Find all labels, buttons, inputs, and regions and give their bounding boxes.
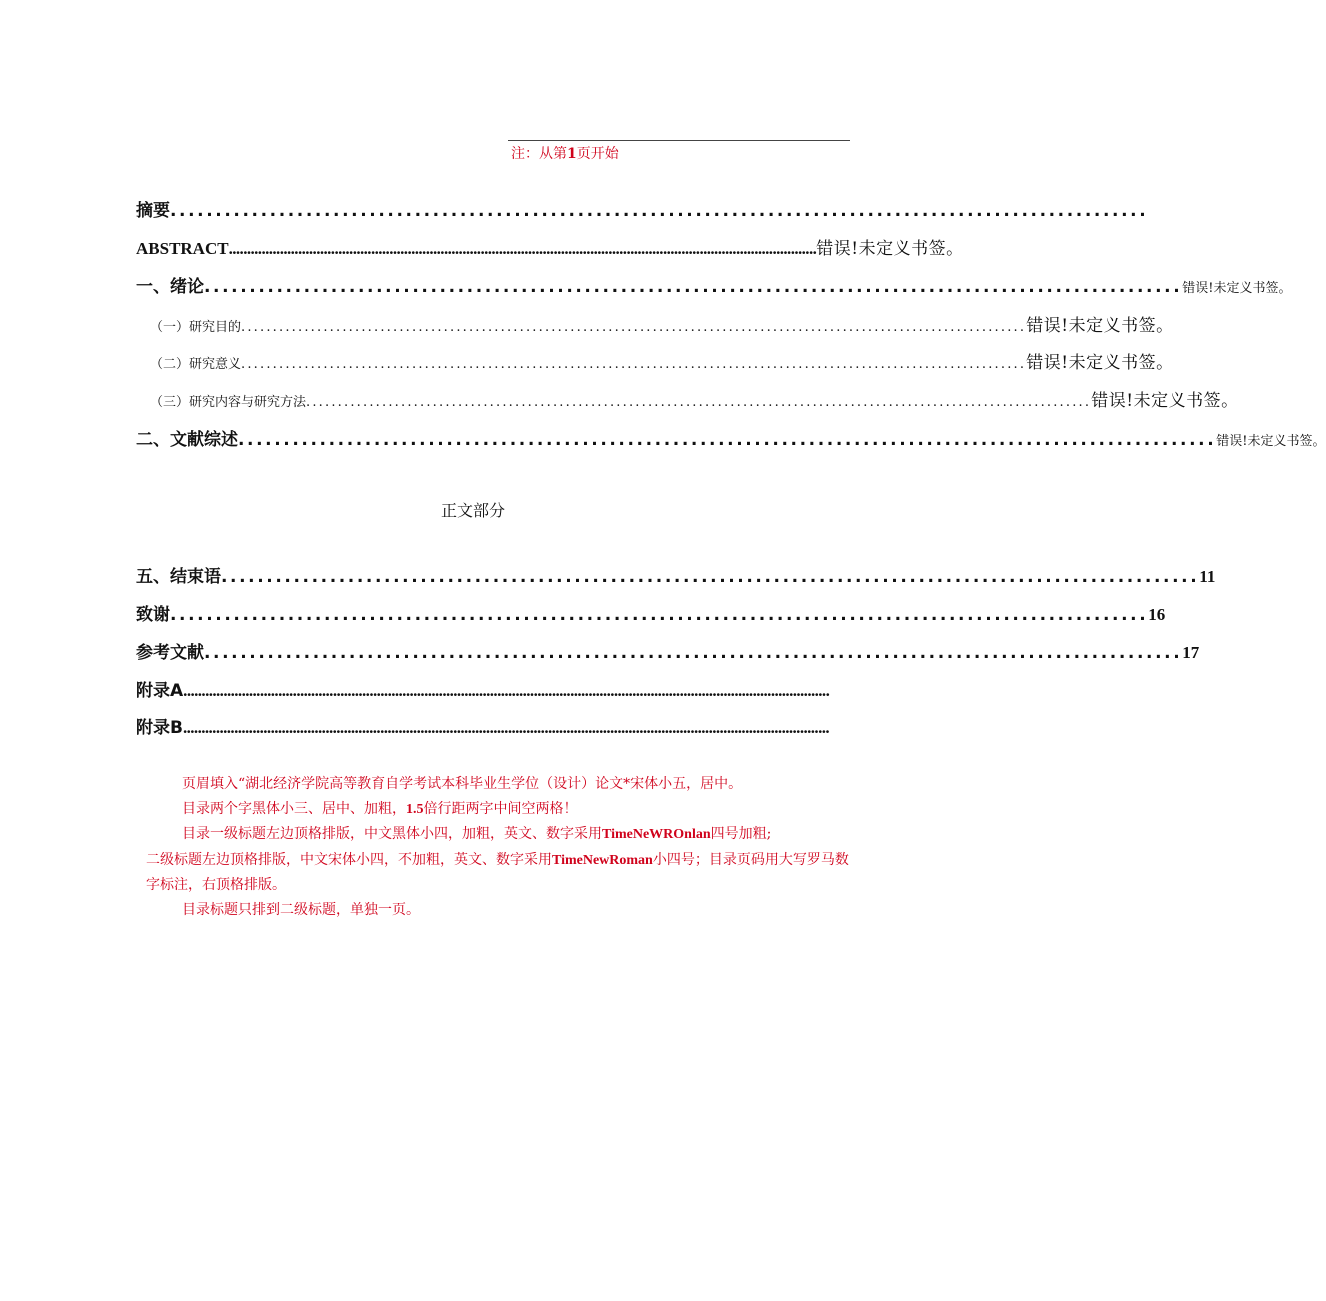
toc-entry-introduction[interactable]: 一、绪论 ............................................................................................................ 错误!未定义书签。 [136, 277, 1292, 297]
note-level1-format: 目录一级标题左边顶格排版，中文黑体小四，加粗，英文、数字采用TimeNeWROnlan四号加粗; [182, 826, 772, 842]
leader-dots: ............................................................................................................ [170, 605, 1149, 625]
body-section-label: 正文部分 [440, 501, 505, 520]
leader-dots: ............................................................................................................ [204, 643, 1183, 663]
leader-dots: ............................................................................................................................ [241, 320, 1027, 335]
leader-dots: ............................................................................................................ [238, 430, 1217, 450]
note-header: 页眉填入“湖北经济学院高等教育自学考试本科毕业生学位（设计）论文*宋体小五，居中。 [182, 776, 743, 792]
toc-entry-appendix-b[interactable]: 附录B ................................................................................................................................................................................. [136, 718, 830, 738]
leader-dots: ................................................................................................................................................................. [228, 239, 817, 258]
leader-dots: ................................................................................................................................................................................. [182, 718, 830, 737]
toc-entry-research-significance[interactable]: （二）研究意义 ............................................................................................................................ 错误!未定义书签。 [150, 353, 1174, 373]
formatting-notes [146, 772, 852, 922]
leader-dots: ............................................................................................................................ [241, 357, 1027, 372]
toc-entry-conclusion[interactable]: 五、结束语 ............................................................................................................ 11 [136, 567, 1216, 587]
note-level2-format: 二级标题左边顶格排版，中文宋体小四，不加粗，英文、数字采用TimeNewRoman小四号；目录页码用大写罗马数字标注，右顶格排版。 [146, 851, 849, 893]
note-title-format: 目录两个字黑体小三、居中、加粗，1.5倍行距两字中间空两格！ [182, 800, 578, 817]
toc-entry-research-content-methods[interactable]: （三）研究内容与研究方法 ............................................................................................................................ 错误!未定义书签。 [150, 391, 1239, 411]
toc-entry-literature-review[interactable]: 二、文献综述 ............................................................................................................ 错误!未定义书签。 [136, 430, 1326, 450]
note-depth: 目录标题只排到二级标题，单独一页。 [182, 901, 420, 918]
header-rule [508, 140, 850, 141]
leader-dots: ............................................................................................................ [170, 201, 1149, 221]
toc-entry-research-purpose[interactable]: （一）研究目的 ............................................................................................................................ 错误!未定义书签。 [150, 316, 1174, 336]
leader-dots: ............................................................................................................ [204, 277, 1183, 297]
toc-entry-acknowledgements[interactable]: 致谢 ............................................................................................................ 16 [136, 605, 1166, 625]
leader-dots: ............................................................................................................ [221, 567, 1200, 587]
toc-entry-abstract-cn[interactable]: 摘要 ............................................................................................................ [136, 201, 1149, 221]
toc-entry-references[interactable]: 参考文献 ............................................................................................................ 17 [136, 643, 1200, 663]
leader-dots: ............................................................................................................................ [306, 395, 1092, 410]
leader-dots: ................................................................................................................................................................................. [183, 681, 830, 700]
toc-entry-appendix-a[interactable]: 附录A ................................................................................................................................................................................. [136, 681, 830, 701]
page-start-note: 注：从第1页开始 [511, 146, 619, 162]
toc-entry-abstract-en[interactable]: ABSTRACT ................................................................................................................................................................. 错误!未定义书签。 [136, 239, 964, 259]
